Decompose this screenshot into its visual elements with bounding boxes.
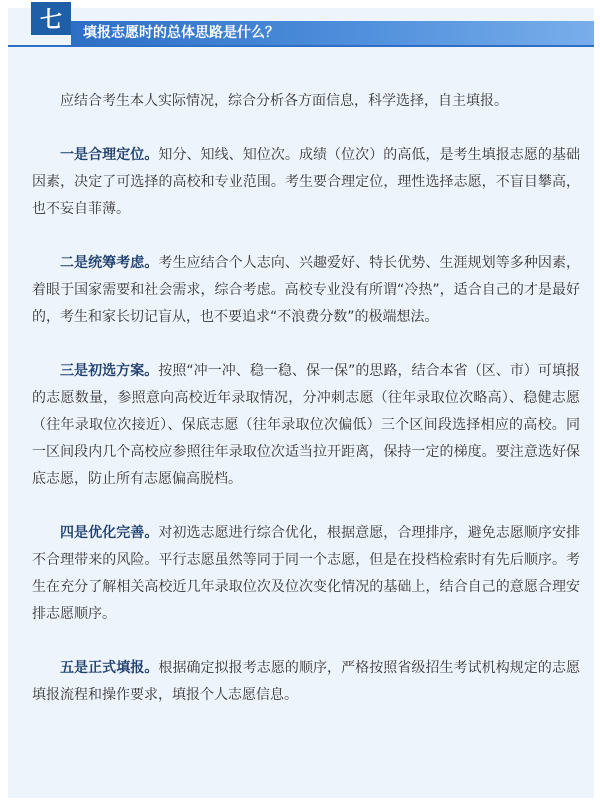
paragraph-positioning (32, 142, 580, 223)
paragraph-lead: 二是统筹考虑。 (60, 255, 159, 271)
paragraph-text: 知分、知线、知位次。成绩（位次）的高低，是考生填报志愿的基础因素，决定了可选择的高校和专业范围。考生要合理定位，理性选择志愿，不盲目攀高，也不妄自菲薄。 (32, 147, 580, 217)
section-number-badge: 七 (31, 2, 71, 35)
paragraph-submission (32, 655, 580, 709)
paragraph-lead: 三是初选方案。 (60, 363, 159, 379)
section-title: 填报志愿时的总体思路是什么？ (71, 21, 594, 45)
paragraph-text: 应结合考生本人实际情况，综合分析各方面信息，科学选择，自主填报。 (60, 93, 508, 109)
paragraph-initial-plan (32, 358, 580, 493)
paragraph-consideration (32, 250, 580, 331)
article-body (32, 88, 580, 736)
paragraph-text: 考生应结合个人志向、兴趣爱好、特长优势、生涯规划等多种因素，着眼于国家需要和社会需求，综合考虑。高校专业没有所谓“冷热”，适合自己的才是最好的，考生和家长切记盲从，也不要追求“不浪费分数”的极端想法。 (32, 255, 580, 325)
paragraph-text: 对初选志愿进行综合优化，根据意愿，合理排序，避免志愿顺序安排不合理带来的风险。平行志愿虽然等同于同一个志愿，但是在投档检索时有先后顺序。考生在充分了解相关高校近几年录取位次及位次变化情况的基础上，结合自己的意愿合理安排志愿顺序。 (32, 525, 580, 622)
paragraph-intro (32, 88, 580, 115)
paragraph-optimization (32, 520, 580, 628)
title-underline (8, 45, 594, 47)
paragraph-lead: 五是正式填报。 (60, 660, 159, 676)
paragraph-text: 根据确定拟报考志愿的顺序，严格按照省级招生考试机构规定的志愿填报流程和操作要求，填报个人志愿信息。 (32, 660, 580, 703)
paragraph-text: 按照“冲一冲、稳一稳、保一保”的思路，结合本省（区、市）可填报的志愿数量，参照意向高校近年录取情况，分冲刺志愿（往年录取位次略高）、稳健志愿（往年录取位次接近）、保底志愿（往年录取位次偏低）三个区间段选择相应的高校。同一区间段内几个高校应参照往年录取位次适当拉开距离，保持一定的梯度。要注意选好保底志愿，防止所有志愿偏高脱档。 (32, 363, 580, 487)
paragraph-lead: 一是合理定位。 (60, 147, 159, 163)
paragraph-lead: 四是优化完善。 (60, 525, 159, 541)
